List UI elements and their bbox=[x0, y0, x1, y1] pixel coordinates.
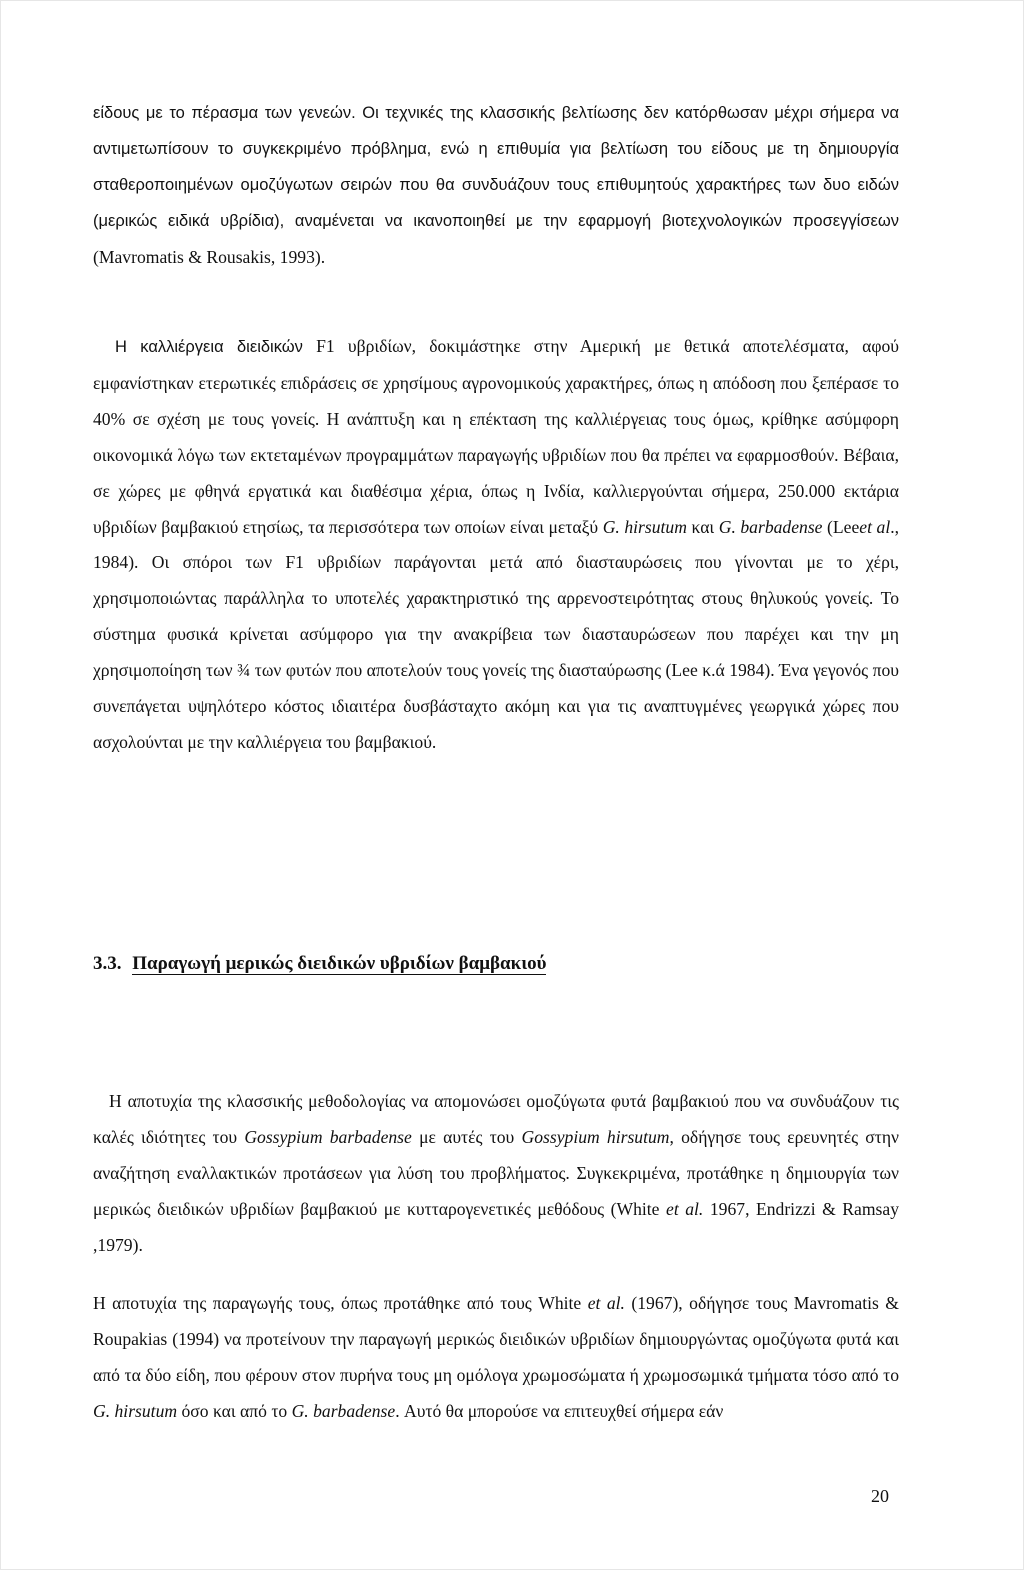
species-name: G. barbadense bbox=[718, 516, 823, 537]
section-heading bbox=[93, 953, 546, 975]
species-name: G. hirsutum bbox=[602, 516, 687, 537]
section-title: Παραγωγή μερικώς διειδικών υβριδίων βαμβακιού bbox=[132, 953, 547, 974]
species-name: Gossypium barbadense bbox=[244, 1126, 412, 1147]
text-run: . Αυτό θα μπορούσε να επιτευχθεί σήμερα εάν bbox=[395, 1400, 724, 1421]
section-number: 3.3. bbox=[93, 953, 122, 974]
text-run: (Lee bbox=[827, 516, 860, 537]
paragraph-partial-hybrids bbox=[93, 1084, 899, 1264]
text-run: υβριδίων παράγονται μετά από διασταυρώσεις που γίνονται με το χέρι, χρησιμοποιώντας παράλληλα το υποτελές χαρακτηριστικό της αρρενοστειρότητας στους θηλυκούς γονείς. Το σύστημα φυσικά κρίνεται ασύμφορο για την ανακρίβεια των διασταυρώσεων που παρέχει και την μη χρησιμοποίηση των ¾ των φυτών που αποτελούν τους γονείς της διασταύρωσης (Lee κ.ά 1984). Ένα γεγονός που συνεπάγεται υψηλότερο κόστος ιδιαιτέρα δυσβάσταχτο ακόμη και για τις αναπτυγμένες γεωργικά χώρες που ασχολούνται με την καλλιέργεια του βαμβακιού. bbox=[93, 552, 899, 752]
text-run: Η αποτυχία της κλασσικής μεθοδολογίας να απομονώσει ομοζύγωτα φυτά βαμβακιού που να συνδυάζουν τις καλές ιδιότητες του bbox=[93, 1091, 899, 1147]
text-run: , οδήγησε τους ερευνητές στην αναζήτηση εναλλακτικών προτάσεων για λύση του προβλήματος. Συγκεκριμένα, προτάθηκε η δημιουργία των μερικώς διειδικών υβριδίων βαμβακιού με κυτταρογενετικές μεθόδους (White bbox=[93, 1126, 900, 1219]
f1-symbol: F1 bbox=[316, 336, 335, 356]
text-run: 1967, Endrizzi & Ramsay ,1979). bbox=[93, 1198, 899, 1255]
text-run: (1967), οδήγησε τους Mavromatis & Roupakias (1994) να προτείνουν την παραγωγή μερικώς διειδικών υβριδίων δημιουργώντας ομοζύγωτα φυτά και από τα δύο είδη, που φέρουν στον πυρήνα τους μη ομόλογα χρωμοσώματα ή χρωμοσωμικά τμήματα τόσο από το bbox=[93, 1293, 899, 1385]
text-run: όσο και από το bbox=[181, 1400, 288, 1421]
citation-etal: et al bbox=[859, 516, 891, 537]
species-name: Gossypium hirsutum bbox=[521, 1126, 670, 1147]
paragraph-continuation bbox=[93, 96, 899, 277]
citation-etal: et al. bbox=[587, 1293, 625, 1313]
text-run: είδους με το πέρασμα των γενεών. bbox=[93, 104, 356, 122]
text-run: ., 1984). Οι σπόροι των bbox=[93, 516, 900, 573]
text-run: Η αποτυχία της παραγωγής τους, όπως προτάθηκε από τους White bbox=[93, 1293, 582, 1313]
paragraph-production-failure bbox=[93, 1286, 899, 1430]
f1-symbol: F1 bbox=[285, 552, 304, 573]
text-run: και bbox=[691, 516, 715, 537]
species-name: G. barbadense bbox=[291, 1400, 396, 1421]
text-run: με αυτές του bbox=[419, 1126, 515, 1147]
text-run: Οι τεχνικές της κλασσικής βελτίωσης δεν κατόρθωσαν μέχρι σήμερα να αντιμετωπίσουν το συγκεκριμένο πρόβλημα, ενώ η επιθυμία για βελτίωση του είδους με τη δημιουργία σταθεροποιημένων ομοζύγωτων σειρών που θα συνδυάζουν τους επιθυμητούς χαρακτήρες των δυο ειδών (μερικώς ειδικά υβρίδια), αναμένεται να ικανοποιηθεί με την εφαρμογή βιοτεχνολογικών προσεγγίσεων bbox=[93, 104, 900, 230]
citation: (Mavromatis & Rousakis, 1993). bbox=[93, 246, 326, 267]
text-run: Η καλλιέργεια διειδικών bbox=[115, 338, 303, 356]
paragraph-f1-hybrids bbox=[93, 329, 899, 761]
species-name: G. hirsutum bbox=[93, 1400, 178, 1421]
text-run: Βέβαια, σε χώρες με φθηνά εργατικά και διαθέσιμα χέρια, όπως η Ινδία, καλλιεργούνται σήμερα, 250.000 εκτάρια υβριδίων βαμβακιού ετησίως, τα περισσότερα των οποίων είναι μεταξύ bbox=[93, 444, 899, 537]
page-number: 20 bbox=[871, 1486, 889, 1506]
citation-etal: et al. bbox=[666, 1198, 704, 1219]
text-run: υβριδίων, δοκιμάστηκε στην Αμερική με θετικά αποτελέσματα, αφού εμφανίστηκαν ετερωτικές επιδράσεις σε χρησίμους αγρονομικούς χαρακτήρες, όπως η απόδοση που ξεπέρασε το 40% σε σχέση με τους γονείς. Η ανάπτυξη και η επέκταση της καλλιέργειας τους όμως, κρίθηκε ασύμφορη οικονομικά λόγω των εκτεταμένων προγραμμάτων παραγωγής υβριδίων που θα πρέπει να εφαρμοσθούν. bbox=[93, 336, 899, 465]
